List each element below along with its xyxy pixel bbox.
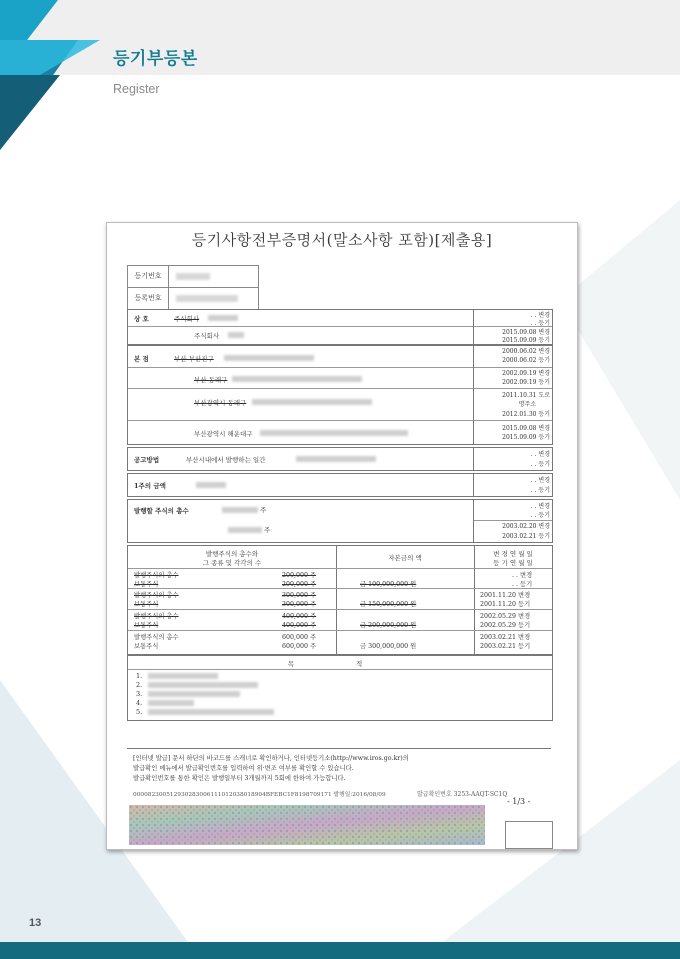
layered-triangle-logo-icon bbox=[0, 0, 110, 155]
reg-number-label: 등기번호 bbox=[128, 266, 169, 287]
trade-name-old: 주식회사 bbox=[174, 315, 200, 323]
notice-method-label: 공고방법 bbox=[134, 456, 160, 464]
registry-certificate-image bbox=[106, 222, 578, 850]
notice-divider bbox=[127, 748, 551, 749]
par-value-section: 1주의 금액 . . 변경 . . 등기 bbox=[127, 473, 553, 497]
address-1: 부산 부산진구 bbox=[174, 355, 214, 363]
trade-name-section bbox=[127, 309, 553, 345]
trade-name-dates: . . 변경 . . 등기 2015.09.08 변경 2015.09.09 등기 bbox=[473, 310, 552, 344]
head-office-dates: 2000.06.02 변경 2000.06.02 등기 2002.09.19 변경 2002.09.19 등기 2011.10.31 도로 명주소 2012.01.30 등기 2015.09.08 변경 2015.09.09 등기 bbox=[473, 346, 552, 444]
notice-line-2: 발급확인 메뉴에서 발급확인번호를 입력하여 위·변조 여부를 확인할 수 있습니다. bbox=[133, 765, 354, 772]
issued-shares-table: 발행주식의 총수와 그 종류 및 각각의 수 자본금의 액 변 경 연 월 일 등 기 연 월 일 발행주식의 총수 200,000 주 . . 변경 보통주식 200,000 주 금 100,000,000 원 . . 등기 발행주식의 총수 300,000 주 2001.11.20 변경 보통주식 300,000 주 금 150,000,000 원 2001.11.20 등기 발행주식의 총수 400,000 주 2002.05.29 변경 보통주식 400,000 주 금 200,000,000 원 2002.05.29 등기 발행주식의 총수 600,000 주 2003.02.21 변경 보통주식 600,000 주 금 300,000,000 원 2003.02.21 등기 bbox=[127, 545, 553, 655]
redacted-value bbox=[176, 273, 210, 280]
trade-name-label: 상 호 bbox=[134, 315, 149, 323]
corporate-number-box bbox=[127, 287, 259, 310]
corp-number-label: 등록번호 bbox=[128, 288, 169, 309]
barcode-number: 000082300512930283006111012038018904BFEBC1F8198709171 발행일:2016/08/09 bbox=[133, 792, 386, 798]
certificate-title: 등기사항전부증명서(말소사항 포함)[제출용] bbox=[191, 231, 493, 249]
page-fraction: - 1/3 - bbox=[507, 797, 531, 806]
address-2: 부산 동래구 bbox=[194, 376, 228, 384]
page-subtitle: Register bbox=[113, 82, 160, 96]
trade-name-current: 주식회사 bbox=[194, 332, 220, 340]
notice-method-text: 부산시내에서 발행하는 일간 bbox=[186, 456, 266, 464]
seal-box bbox=[505, 821, 553, 849]
page-number: 13 bbox=[29, 917, 42, 929]
page-title: 등기부등본 bbox=[113, 49, 198, 69]
notice-method-section: 공고방법 부산시내에서 발행하는 일간 . . 변경 . . 등기 bbox=[127, 447, 553, 471]
authorized-shares-section: 발행할 주식의 총수 주 주 . . 변경 . . 등기 2003.02.20 변경 2003.02.21 등기 bbox=[127, 499, 553, 543]
share-row-label: 발행주식의 총수 bbox=[134, 572, 179, 579]
head-office-section bbox=[127, 345, 553, 445]
notice-line-3: 발급확인번호를 통한 확인은 발행일부터 3개월까지 5회에 한하여 가능합니다. bbox=[133, 775, 346, 782]
registration-number-box bbox=[127, 265, 259, 288]
purpose-section: 목 적 1. 2. 3. 4. 5. bbox=[127, 655, 553, 721]
redacted-value bbox=[176, 295, 238, 302]
purpose-heading: 목 적 bbox=[287, 660, 393, 668]
issue-confirmation-number: 발급확인번호 3253-AAQT-SC1Q bbox=[417, 791, 508, 798]
hologram-security-strip bbox=[129, 805, 485, 845]
head-office-label: 본 점 bbox=[134, 355, 149, 363]
par-value-label: 1주의 금액 bbox=[134, 482, 166, 490]
address-3: 부산광역시 동래구 bbox=[194, 399, 247, 407]
authorized-shares-label: 발행할 주식의 총수 bbox=[134, 507, 189, 515]
notice-line-1: [인터넷 발급] 문서 하단의 바코드를 스캐너로 확인하거나, 인터넷등기소(http://www.iros.go.kr)의 bbox=[133, 755, 409, 762]
address-4: 부산광역시 해운대구 bbox=[194, 430, 253, 438]
footer-bar bbox=[0, 942, 680, 959]
